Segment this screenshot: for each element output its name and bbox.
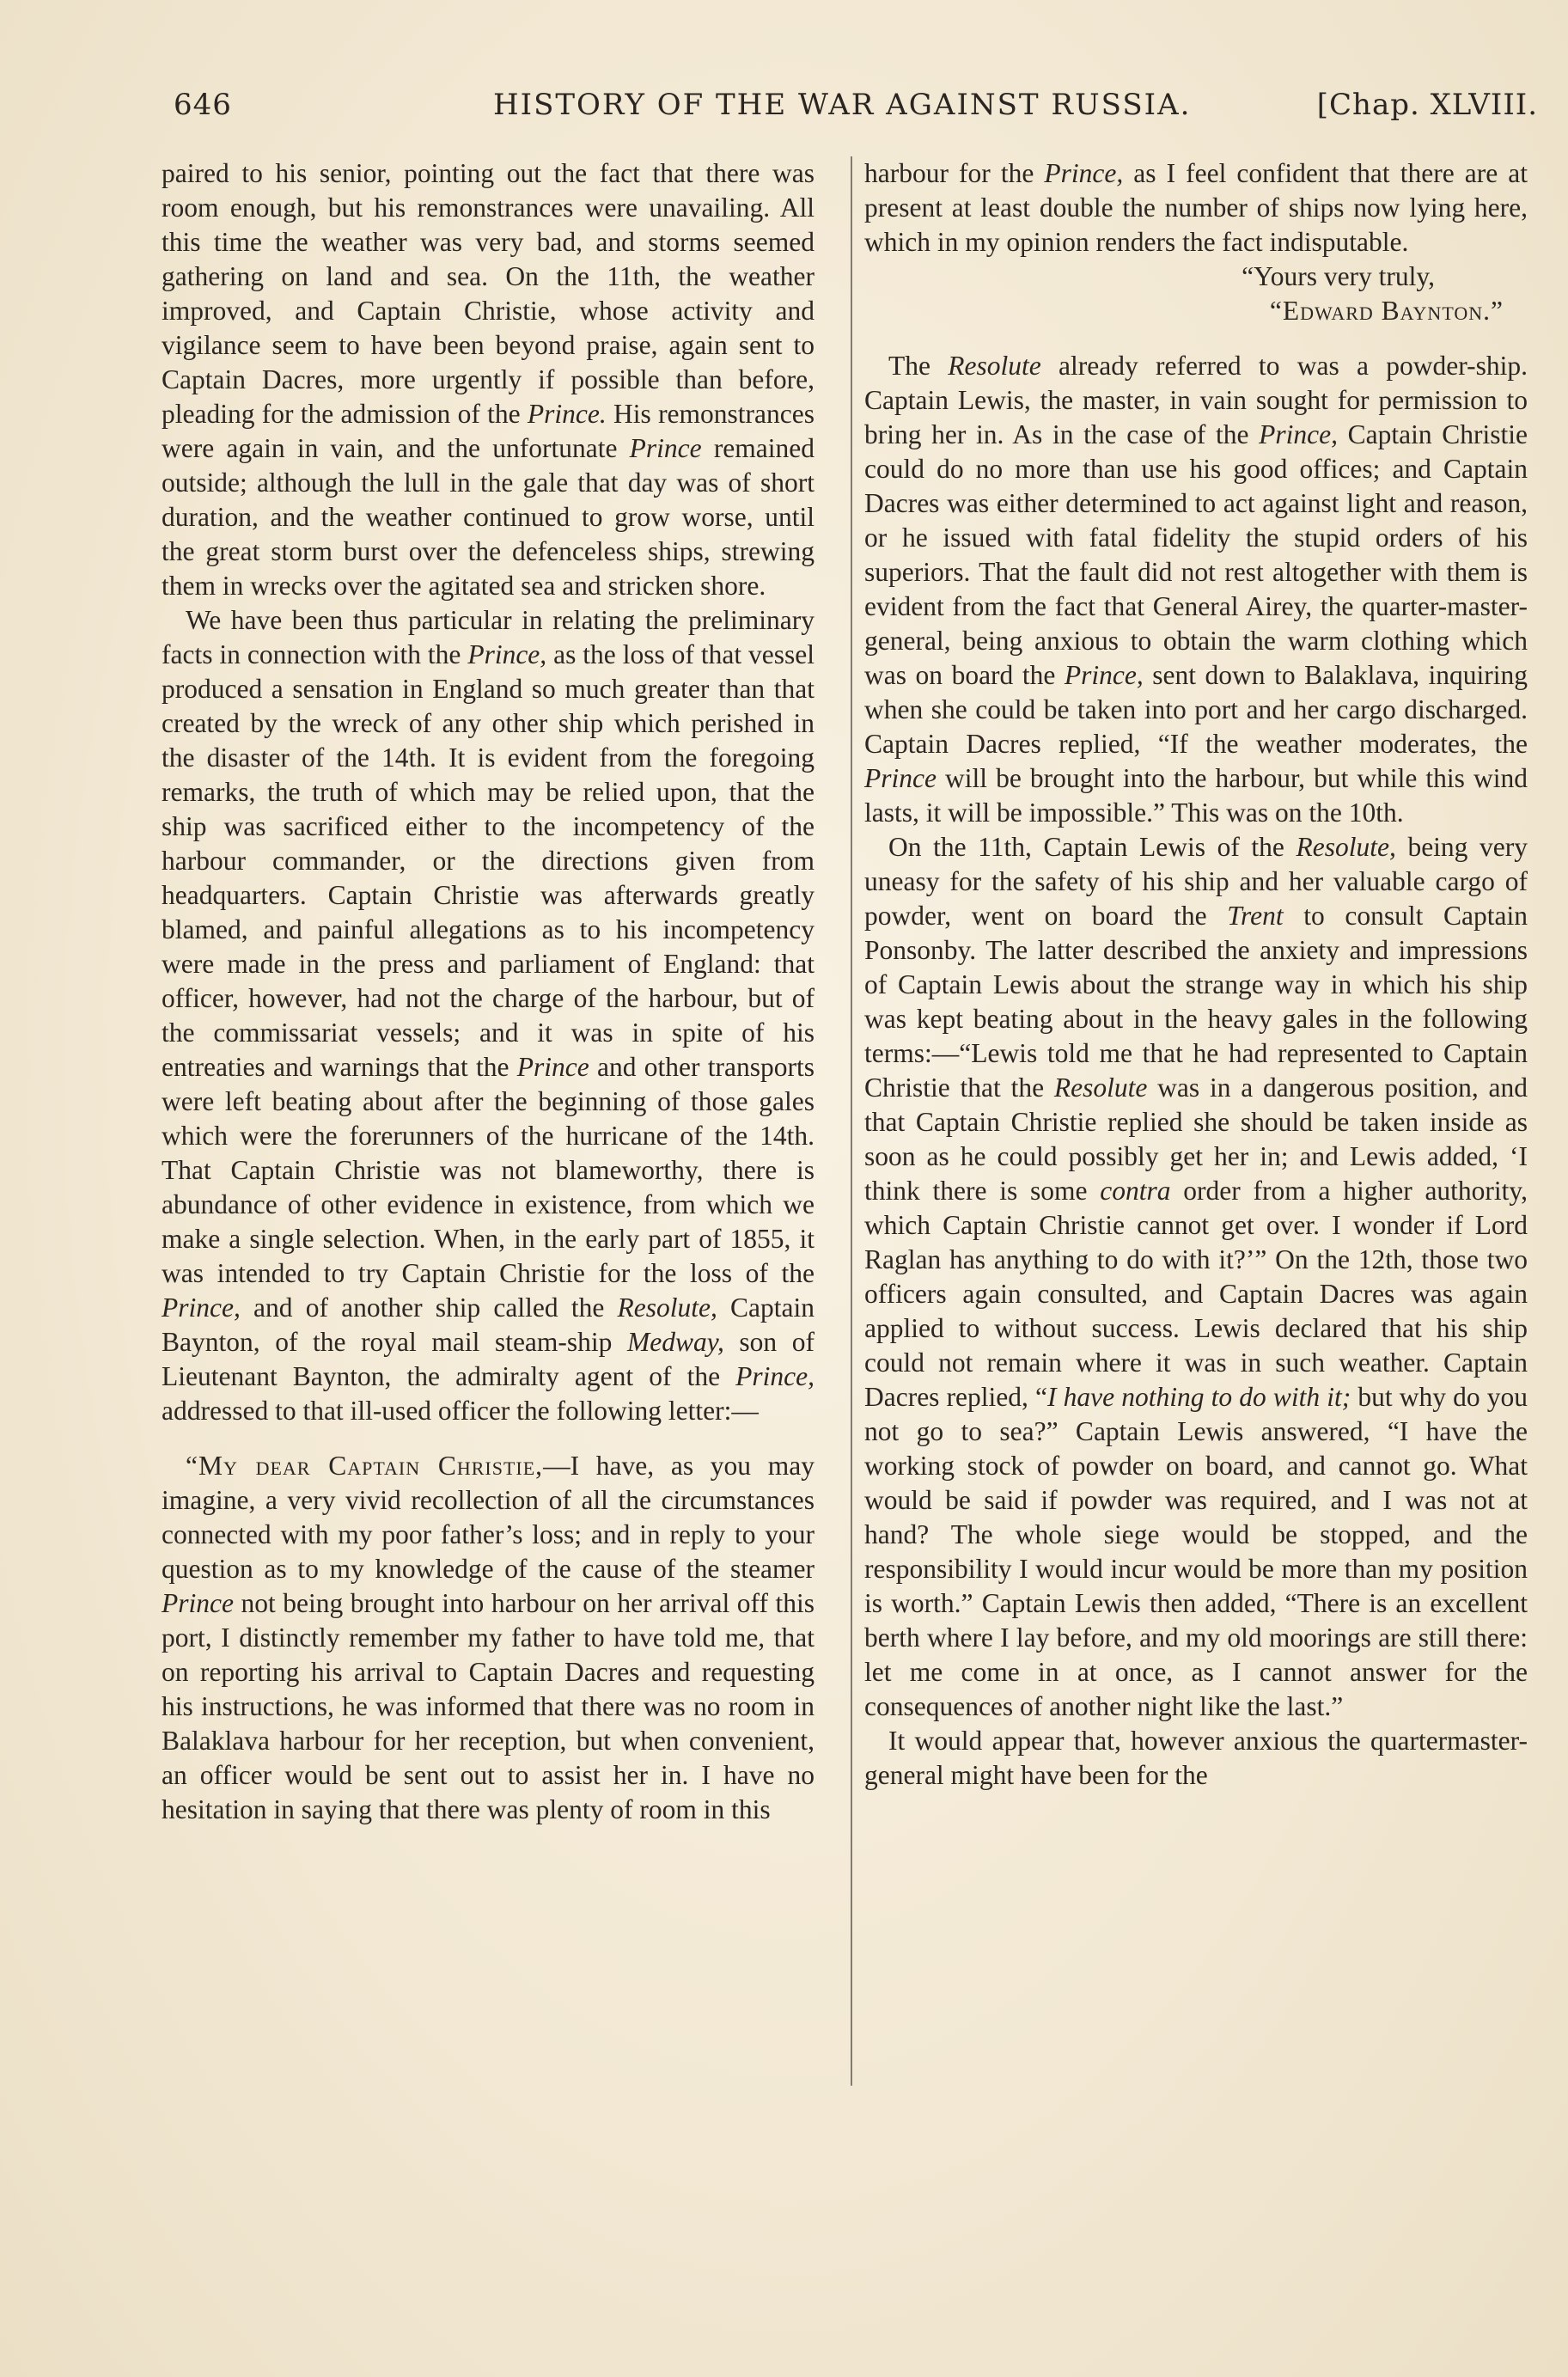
paragraph: It would appear that, however anxious the quartermaster-general might have been for the (864, 1726, 1528, 1790)
right-column (864, 156, 1528, 1793)
paragraph: harbour for the Prince, as I feel confident that there are at present at least double the number of ships now lying here, which in my opinion renders the fact indisputable. (864, 158, 1528, 257)
column-divider (851, 156, 852, 2086)
page-header (174, 88, 1538, 131)
letter-signature: “Edward Baynton.” (1269, 296, 1504, 326)
letter-closing: “Yours very truly, (1242, 261, 1435, 291)
running-title: HISTORY OF THE WAR AGAINST RUSSIA. (493, 88, 1192, 122)
left-column (162, 156, 815, 1827)
chapter-label: [Chap. XLVIII. (1316, 88, 1538, 122)
page-number: 646 (174, 88, 232, 122)
paragraph: paired to his senior, pointing out the fact that there was room enough, but his remonstrances were unavailing. All this time the weather was very bad, and storms seemed gathering on land and sea. On the 11th, the weather improved, and Captain Christie, whose activity and vigilance seem to have been beyond praise, again sent to Captain Dacres, more urgently if possible than before, pleading for the admission of the Prince. His remonstrances were again in vain, and the unfortunate Prince remained outside; although the lull in the gale that day was of short duration, and the weather continued to grow worse, until the great storm burst over the defenceless ships, strewing them in wrecks over the agitated sea and stricken shore. (162, 158, 815, 601)
paragraph: We have been thus particular in relating the preliminary facts in connection with the Prince, as the loss of that vessel produced a sensation in England so much greater than that created by the wreck of any other ship which perished in the disaster of the 14th. It is evident from the foregoing remarks, the truth of which may be relied upon, that the ship was sacrificed either to the incompetency of the harbour commander, or the directions given from headquarters. Captain Christie was afterwards greatly blamed, and painful allegations as to his incompetency were made in the press and parliament of England: that officer, however, had not the charge of the harbour, but of the commissariat vessels; and it was in spite of his entreaties and warnings that the Prince and other transports were left beating about after the beginning of those gales which were the forerunners of the hurricane of the 14th. That Captain Christie was not blameworthy, there is abundance of other evidence in existence, from which we make a single selection. When, in the early part of 1855, it was intended to try Captain Christie for the loss of the Prince, and of another ship called the Resolute, Captain Baynton, of the royal mail steam-ship Medway, son of Lieutenant Baynton, the admiralty agent of the Prince, addressed to that ill-used officer the following letter:— (162, 605, 815, 1426)
letter-paragraph: “My dear Captain Christie,—I have, as you may imagine, a very vivid recollection of all the circumstances connected with my poor father’s loss; and in reply to your question as to my knowledge of the cause of the steamer Prince not being brought into harbour on her arrival off this port, I distinctly remember my father to have told me, that on reporting his arrival to Captain Dacres and requesting his instructions, he was informed that there was no room in Balaklava harbour for her reception, but when convenient, an officer would be sent out to assist her in. I have no hesitation in saying that there was plenty of room in this (162, 1451, 815, 1824)
paragraph: On the 11th, Captain Lewis of the Resolute, being very uneasy for the safety of his ship and her valuable cargo of powder, went on board the Trent to consult Captain Ponsonby. The latter described the anxiety and impressions of Captain Lewis about the strange way in which his ship was kept beating about in the heavy gales in the following terms:—“Lewis told me that he had represented to Captain Christie that the Resolute was in a dangerous position, and that Captain Christie replied she should be taken inside as soon as he could possibly get her in; and Lewis added, ‘I think there is some contra order from a higher authority, which Captain Christie cannot get over. I wonder if Lord Raglan has anything to do with it?’” On the 12th, those two officers again consulted, and Captain Dacres was again applied to without success. Lewis declared that his ship could not remain where it was in such weather. Captain Dacres replied, “I have nothing to do with it; but why do you not go to sea?” Captain Lewis answered, “I have the working stock of powder on board, and cannot go. What would be said if powder was required, and I was not at hand? The whole siege would be stopped, and the responsibility I would incur would be more than my position is worth.” Captain Lewis then added, “There is an excellent berth where I lay before, and my old moorings are still there: let me come in at once, as I cannot answer for the consequences of another night like the last.” (864, 832, 1528, 1721)
paragraph: The Resolute already referred to was a powder-ship. Captain Lewis, the master, in vain sought for permission to bring her in. As in the case of the Prince, Captain Christie could do no more than use his good offices; and Captain Dacres was either determined to act against light and reason, or he issued with fatal fidelity the stupid orders of his superiors. That the fault did not rest altogether with them is evident from the fact that General Airey, the quarter-master-general, being anxious to obtain the warm clothing which was on board the Prince, sent down to Balaklava, inquiring when she could be taken into port and her cargo discharged. Captain Dacres replied, “If the weather moderates, the Prince will be brought into the harbour, but while this wind lasts, it will be impossible.” This was on the 10th. (864, 351, 1528, 828)
